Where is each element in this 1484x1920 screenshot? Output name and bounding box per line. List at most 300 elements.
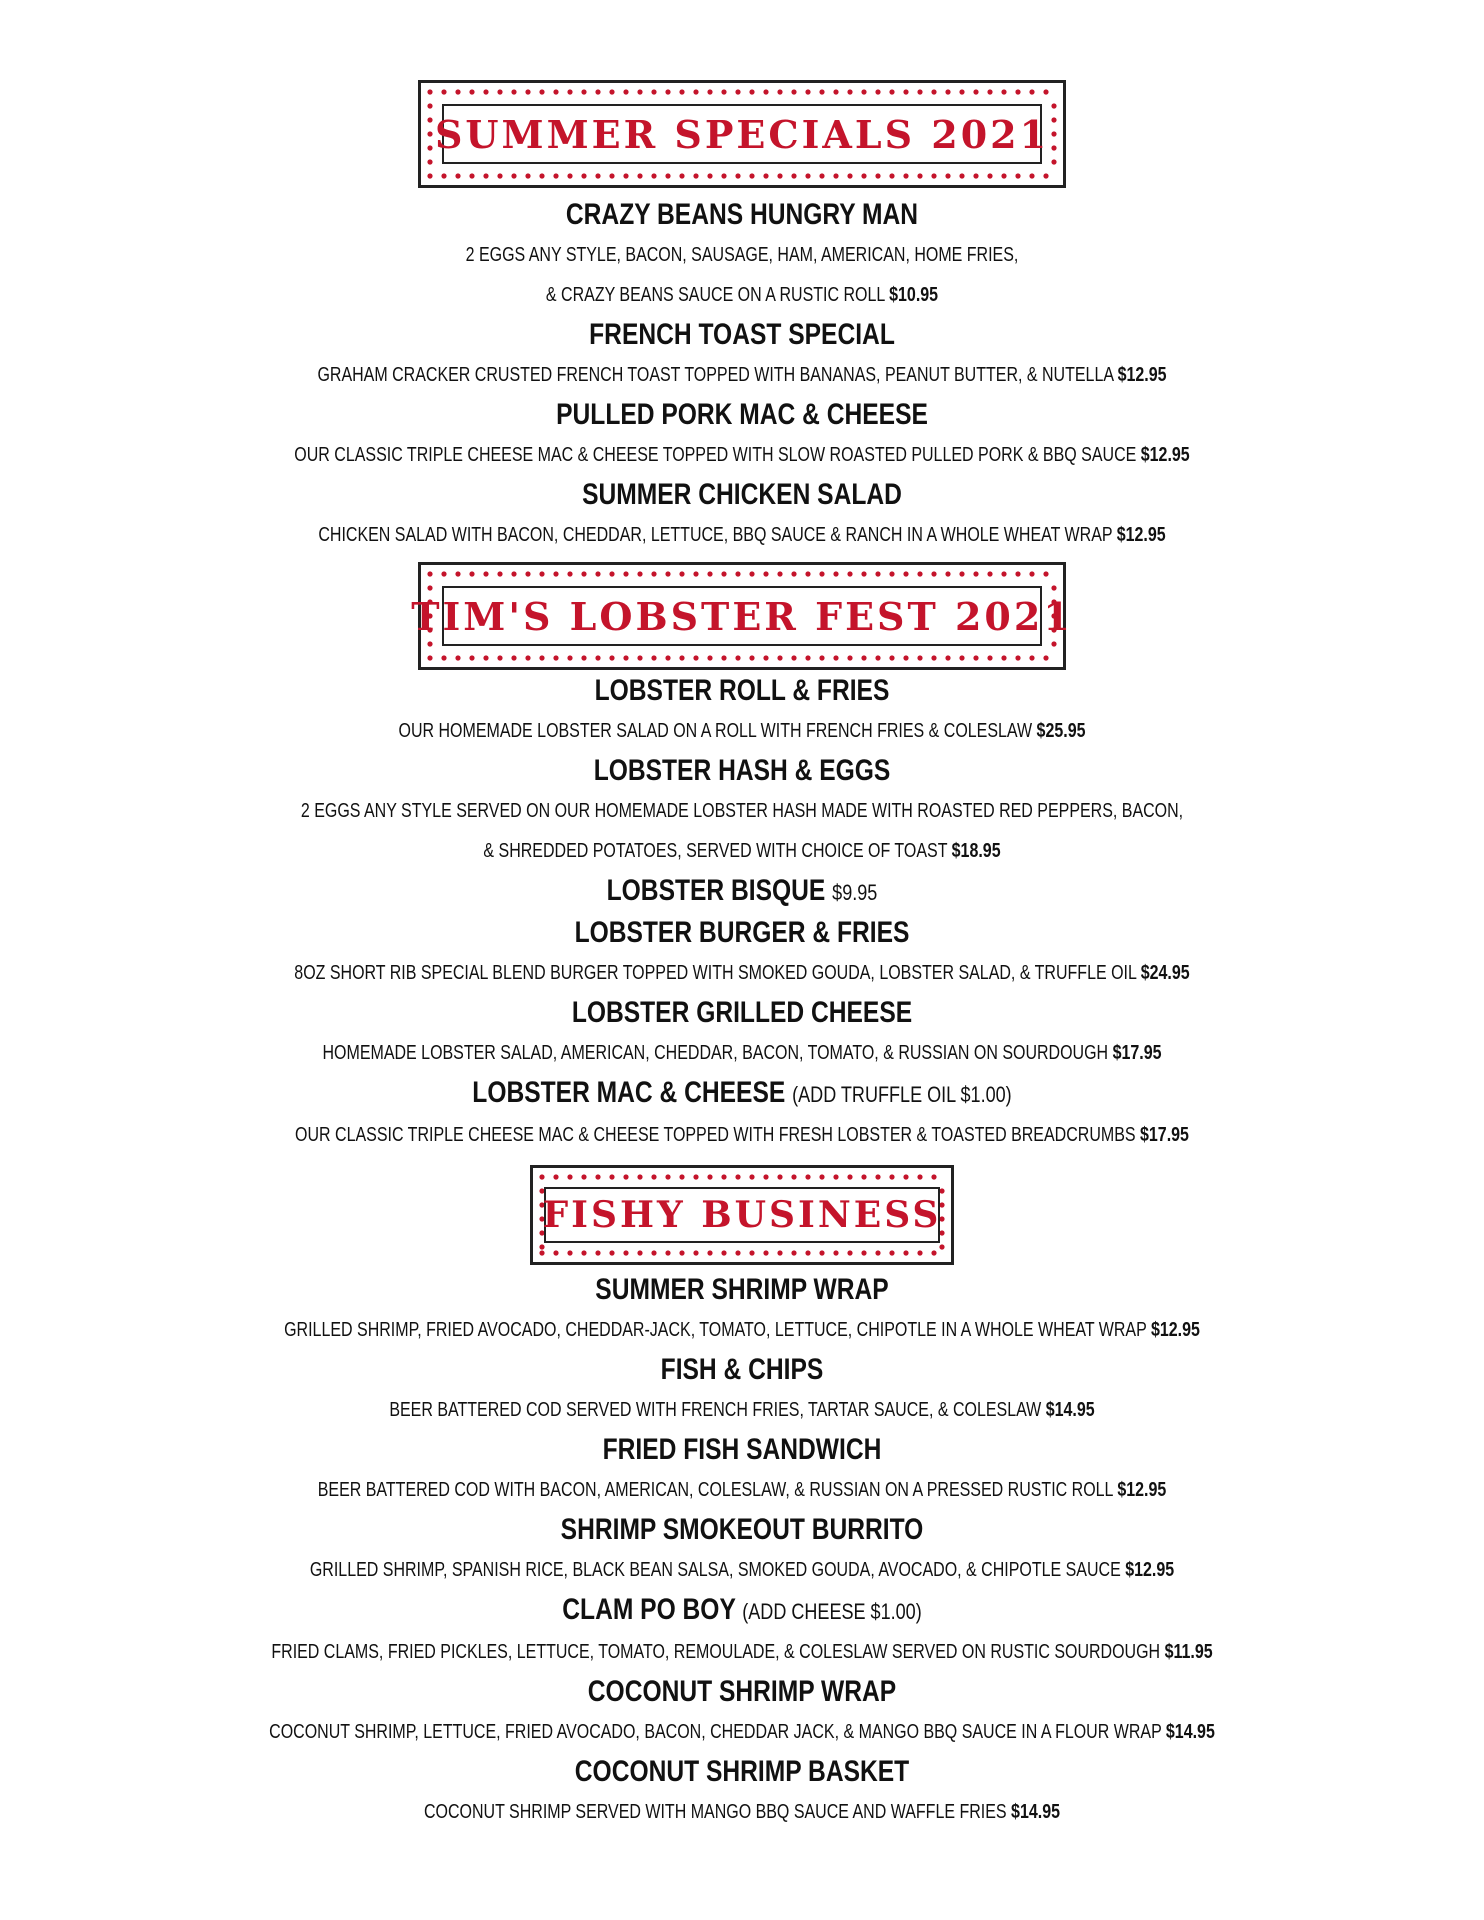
item-name-text: LOBSTER BURGER & FRIES — [574, 916, 910, 949]
banner-dot — [623, 1174, 628, 1179]
banner-dot — [581, 89, 586, 94]
item-name-text: CRAZY BEANS HUNGRY MAN — [565, 198, 919, 231]
banner-dot — [903, 571, 908, 576]
banner-dot — [875, 89, 880, 94]
banner-dot — [427, 641, 432, 646]
banner-dot — [567, 571, 572, 576]
banner-dot — [791, 655, 796, 660]
banner-dot — [833, 89, 838, 94]
banner-dot — [483, 173, 488, 178]
description-text: 2 EGGS ANY STYLE SERVED ON OUR HOMEMADE LOBSTER HASH MADE WITH ROASTED RED PEPPERS, BACON, — [300, 800, 1184, 822]
banner-dot — [735, 89, 740, 94]
banner-dot — [777, 655, 782, 660]
banner-dot — [497, 571, 502, 576]
banner-dot — [637, 173, 642, 178]
banner-dot — [1015, 89, 1020, 94]
banner-dot — [679, 1174, 684, 1179]
banner-dot — [819, 655, 824, 660]
item-name-text: LOBSTER GRILLED CHEESE — [571, 996, 913, 1029]
item-price: $18.95 — [951, 840, 1001, 862]
banner-dot — [847, 89, 852, 94]
banner-dot — [427, 159, 432, 164]
banner-dot — [539, 1250, 544, 1255]
banner-dot — [427, 585, 432, 590]
banner-dot — [939, 1244, 944, 1249]
menu-item-description — [148, 275, 1335, 315]
description-text: GRILLED SHRIMP, FRIED AVOCADO, CHEDDAR-JACK, TOMATO, LETTUCE, CHIPOTLE IN A WHOLE WHEAT WRAP — [284, 1319, 1147, 1341]
banner-dot — [609, 655, 614, 660]
banner-dot — [441, 655, 446, 660]
banner-dot — [931, 571, 936, 576]
banner-dot — [987, 571, 992, 576]
banner-dot — [623, 173, 628, 178]
banner-dot — [721, 89, 726, 94]
banner-dot — [1043, 655, 1048, 660]
description-text: BEER BATTERED COD SERVED WITH FRENCH FRIES, TARTAR SAUCE, & COLESLAW — [389, 1399, 1042, 1421]
item-name-text: FRIED FISH SANDWICH — [602, 1433, 882, 1466]
banner-dot — [819, 1250, 824, 1255]
banner-dot — [903, 89, 908, 94]
item-price: $12.95 — [1117, 364, 1167, 386]
banner-dot — [861, 1174, 866, 1179]
banner-dot — [679, 1250, 684, 1255]
menu-item-description — [148, 1390, 1335, 1430]
section-items — [0, 1270, 1484, 1832]
item-name-text: PULLED PORK MAC & CHEESE — [556, 398, 928, 431]
item-price: $12.95 — [1116, 524, 1166, 546]
item-price: $25.95 — [1036, 720, 1086, 742]
item-name-text: LOBSTER MAC & CHEESE — [472, 1076, 786, 1109]
banner-dot — [805, 173, 810, 178]
banner-dot — [791, 89, 796, 94]
banner-dot — [1043, 173, 1048, 178]
menu-item-name — [134, 475, 1351, 515]
banner-dot — [679, 173, 684, 178]
banner-dot — [525, 655, 530, 660]
banner-dot — [1051, 117, 1056, 122]
banner-dot — [1051, 131, 1056, 136]
banner-dot — [553, 655, 558, 660]
banner-dot — [861, 173, 866, 178]
banner-dot — [861, 1250, 866, 1255]
banner-dot — [735, 655, 740, 660]
banner-dot — [917, 173, 922, 178]
banner-dot — [693, 89, 698, 94]
item-name-text: CLAM PO BOY — [562, 1593, 736, 1626]
banner-dot — [693, 655, 698, 660]
banner-dot — [903, 1250, 908, 1255]
banner-inner-frame — [544, 1187, 940, 1243]
menu-item-name — [134, 671, 1351, 711]
banner-dot — [959, 655, 964, 660]
banner-dot — [987, 655, 992, 660]
banner-dot — [959, 173, 964, 178]
banner-dot — [497, 173, 502, 178]
banner-dot — [483, 655, 488, 660]
banner-dot — [427, 131, 432, 136]
banner-dot — [1015, 655, 1020, 660]
banner-dot — [581, 173, 586, 178]
banner-dot — [539, 655, 544, 660]
banner-dot — [763, 571, 768, 576]
menu-item-description — [148, 355, 1335, 395]
banner-dot — [819, 1174, 824, 1179]
banner-dot — [679, 89, 684, 94]
banner-dot — [553, 1250, 558, 1255]
banner-dot — [749, 1250, 754, 1255]
menu-item-name — [134, 871, 1351, 913]
banner-dot — [441, 571, 446, 576]
banner-dot — [777, 571, 782, 576]
banner-dot — [819, 173, 824, 178]
banner-dot — [567, 173, 572, 178]
description-text: HOMEMADE LOBSTER SALAD, AMERICAN, CHEDDAR, BACON, TOMATO, & RUSSIAN ON SOURDOUGH — [322, 1042, 1109, 1064]
banner-dot — [693, 571, 698, 576]
banner-dot — [721, 1250, 726, 1255]
banner-dot — [945, 655, 950, 660]
banner-dot — [707, 1174, 712, 1179]
banner-dot — [595, 1250, 600, 1255]
banner-dot — [1043, 89, 1048, 94]
item-name-text: COCONUT SHRIMP BASKET — [574, 1755, 910, 1788]
banner-dot — [693, 173, 698, 178]
banner-dot — [637, 655, 642, 660]
menu-item-description — [148, 1712, 1335, 1752]
banner-dot — [469, 173, 474, 178]
menu-item-description — [148, 1792, 1335, 1832]
banner-dot — [763, 1174, 768, 1179]
banner-dot — [875, 1174, 880, 1179]
banner-dot — [833, 173, 838, 178]
menu-item-name — [134, 1270, 1351, 1310]
banner-dot — [973, 89, 978, 94]
item-price: $11.95 — [1164, 1641, 1213, 1663]
banner-dot — [959, 89, 964, 94]
banner-dot — [861, 89, 866, 94]
banner-dot — [693, 1174, 698, 1179]
description-text: OUR HOMEMADE LOBSTER SALAD ON A ROLL WITH FRENCH FRIES & COLESLAW — [398, 720, 1033, 742]
banner-dot — [581, 1250, 586, 1255]
banner-dot — [945, 571, 950, 576]
banner-dot — [721, 571, 726, 576]
banner-dot — [917, 571, 922, 576]
banner-dot — [847, 1250, 852, 1255]
item-price: $14.95 — [1165, 1721, 1215, 1743]
banner-inner-frame — [411, 586, 1073, 646]
banner-dot — [1051, 159, 1056, 164]
item-price: $14.95 — [1045, 1399, 1095, 1421]
banner-dot — [1029, 173, 1034, 178]
banner-dot — [707, 1250, 712, 1255]
menu-item-description — [148, 515, 1335, 555]
description-text: CHICKEN SALAD WITH BACON, CHEDDAR, LETTUCE, BBQ SAUCE & RANCH IN A WHOLE WHEAT WRAP — [318, 524, 1113, 546]
banner-dot — [511, 173, 516, 178]
banner-dot — [455, 89, 460, 94]
banner-dot — [623, 1250, 628, 1255]
banner-dot — [441, 89, 446, 94]
banner-dot — [567, 655, 572, 660]
menu-item-name — [134, 315, 1351, 355]
description-text: & CRAZY BEANS SAUCE ON A RUSTIC ROLL — [545, 284, 885, 306]
banner-dot — [861, 571, 866, 576]
banner-dot — [427, 89, 432, 94]
banner-dot — [637, 89, 642, 94]
banner-dot — [595, 571, 600, 576]
banner-dot — [1051, 585, 1056, 590]
banner-dot — [777, 173, 782, 178]
banner-dot — [651, 89, 656, 94]
banner-dot — [1001, 89, 1006, 94]
banner-dot — [805, 1174, 810, 1179]
banner-dot — [609, 1174, 614, 1179]
banner-dot — [637, 1250, 642, 1255]
banner-dot — [791, 1250, 796, 1255]
banner-dot — [525, 89, 530, 94]
item-name-text: LOBSTER BISQUE — [606, 874, 826, 907]
item-add-on-note: (ADD CHEESE $1.00) — [742, 1599, 922, 1624]
banner-dot — [497, 89, 502, 94]
banner-dot — [917, 655, 922, 660]
banner-dot — [889, 571, 894, 576]
menu-item-name — [134, 1752, 1351, 1792]
banner-dot — [917, 89, 922, 94]
banner-dot — [707, 173, 712, 178]
banner-dot — [427, 117, 432, 122]
banner-dot — [763, 1250, 768, 1255]
banner-dot — [679, 571, 684, 576]
item-name-text: LOBSTER HASH & EGGS — [593, 754, 891, 787]
banner-dot — [553, 571, 558, 576]
banner-dot — [427, 103, 432, 108]
banner-dot — [651, 1250, 656, 1255]
banner-dot — [665, 173, 670, 178]
banner-dot — [511, 89, 516, 94]
banner-dot — [721, 655, 726, 660]
banner-dot — [483, 571, 488, 576]
banner-dot — [679, 655, 684, 660]
description-text: FRIED CLAMS, FRIED PICKLES, LETTUCE, TOMATO, REMOULADE, & COLESLAW SERVED ON RUSTIC SOURDOUGH — [271, 1641, 1161, 1663]
banner-dot — [427, 173, 432, 178]
banner-dot — [805, 89, 810, 94]
banner-dot — [735, 1174, 740, 1179]
menu-item-name — [134, 1073, 1351, 1115]
menu-item-name — [134, 1590, 1351, 1632]
banner-dot — [749, 655, 754, 660]
banner-dot — [917, 1174, 922, 1179]
banner-dot — [1043, 571, 1048, 576]
banner-dot — [609, 89, 614, 94]
section-items — [0, 671, 1484, 1155]
banner-dot — [1051, 103, 1056, 108]
banner-dot — [455, 571, 460, 576]
description-text: & SHREDDED POTATOES, SERVED WITH CHOICE OF TOAST — [483, 840, 948, 862]
banner-dot — [665, 89, 670, 94]
banner-dot — [889, 89, 894, 94]
item-name-text: SUMMER CHICKEN SALAD — [582, 478, 902, 511]
banner-dot — [665, 1174, 670, 1179]
banner-dot — [567, 1250, 572, 1255]
banner-dot — [987, 89, 992, 94]
banner-dot — [427, 145, 432, 150]
banner-dot — [539, 89, 544, 94]
description-text: OUR CLASSIC TRIPLE CHEESE MAC & CHEESE TOPPED WITH FRESH LOBSTER & TOASTED BREADCRUMBS — [295, 1124, 1136, 1146]
banner-dot — [651, 1174, 656, 1179]
banner-dot — [847, 655, 852, 660]
menu-item-name — [134, 751, 1351, 791]
banner-dot — [889, 655, 894, 660]
banner-dot — [1051, 641, 1056, 646]
item-price: $12.95 — [1125, 1559, 1175, 1581]
banner-dot — [427, 655, 432, 660]
banner-dot — [721, 1174, 726, 1179]
banner-dot — [609, 173, 614, 178]
banner-dot — [525, 571, 530, 576]
banner-dot — [483, 89, 488, 94]
banner-dot — [903, 173, 908, 178]
banner-dot — [469, 89, 474, 94]
banner-dot — [749, 571, 754, 576]
banner-dot — [623, 571, 628, 576]
menu-item-name — [134, 913, 1351, 953]
banner-dot — [763, 89, 768, 94]
banner-dot — [595, 1174, 600, 1179]
section-banner — [411, 562, 1073, 670]
banner-dot — [805, 571, 810, 576]
banner-dot — [637, 571, 642, 576]
banner-dot — [511, 655, 516, 660]
banner-dot — [931, 655, 936, 660]
banner-dot — [861, 655, 866, 660]
banner-dot — [1001, 571, 1006, 576]
banner-dot — [847, 1174, 852, 1179]
description-text: 2 EGGS ANY STYLE, BACON, SAUSAGE, HAM, AMERICAN, HOME FRIES, — [465, 244, 1019, 266]
menu-item-description — [148, 791, 1335, 831]
banner-dot — [595, 89, 600, 94]
description-text: BEER BATTERED COD WITH BACON, AMERICAN, COLESLAW, & RUSSIAN ON A PRESSED RUSTIC ROLL — [317, 1479, 1113, 1501]
banner-dot — [735, 1250, 740, 1255]
banner-dot — [665, 655, 670, 660]
banner-dot — [1029, 655, 1034, 660]
banner-dot — [889, 1174, 894, 1179]
menu-item-name — [134, 195, 1351, 235]
banner-dot — [525, 173, 530, 178]
banner-dot — [973, 655, 978, 660]
menu-item-description — [148, 711, 1335, 751]
banner-dot — [959, 571, 964, 576]
banner-dot — [833, 1250, 838, 1255]
banner-dot — [553, 1174, 558, 1179]
banner-dot — [623, 89, 628, 94]
description-text: COCONUT SHRIMP SERVED WITH MANGO BBQ SAUCE AND WAFFLE FRIES — [423, 1801, 1007, 1823]
banner-dot — [833, 571, 838, 576]
section-items — [0, 195, 1484, 555]
banner-dot — [511, 571, 516, 576]
banner-dot — [875, 1250, 880, 1255]
banner-dot — [931, 89, 936, 94]
menu-item-name — [134, 1672, 1351, 1712]
item-price: $10.95 — [889, 284, 939, 306]
section-title: TIM'S LOBSTER FEST 2021 — [411, 593, 1073, 639]
banner-dot — [987, 173, 992, 178]
banner-dot — [469, 655, 474, 660]
item-price: $24.95 — [1140, 962, 1190, 984]
menu-item-description — [148, 831, 1335, 871]
banner-dot — [567, 89, 572, 94]
banner-dot — [665, 571, 670, 576]
banner-dot — [777, 1250, 782, 1255]
banner-dot — [581, 1174, 586, 1179]
banner-dot — [539, 1174, 544, 1179]
banner-dot — [945, 89, 950, 94]
banner-dot — [1029, 89, 1034, 94]
banner-dot — [903, 1174, 908, 1179]
banner-dot — [1001, 173, 1006, 178]
banner-dot — [609, 571, 614, 576]
banner-dot — [763, 655, 768, 660]
banner-dot — [749, 89, 754, 94]
banner-dot — [707, 89, 712, 94]
banner-dot — [1015, 571, 1020, 576]
description-text: GRAHAM CRACKER CRUSTED FRENCH TOAST TOPPED WITH BANANAS, PEANUT BUTTER, & NUTELLA — [317, 364, 1114, 386]
banner-dot — [595, 655, 600, 660]
banner-dot — [791, 173, 796, 178]
banner-dot — [427, 571, 432, 576]
banner-dot — [721, 173, 726, 178]
banner-dot — [931, 1174, 936, 1179]
banner-dot — [455, 173, 460, 178]
banner-dot — [805, 655, 810, 660]
section-title: FISHY BUSINESS — [542, 1194, 942, 1236]
item-name-text: FISH & CHIPS — [660, 1353, 824, 1386]
menu-item-description — [148, 1115, 1335, 1155]
banner-dot — [777, 89, 782, 94]
banner-dot — [1015, 173, 1020, 178]
banner-dot — [819, 89, 824, 94]
banner-dot — [777, 1174, 782, 1179]
menu-item-description — [148, 1550, 1335, 1590]
banner-dot — [917, 1250, 922, 1255]
description-text: COCONUT SHRIMP, LETTUCE, FRIED AVOCADO, BACON, CHEDDAR JACK, & MANGO BBQ SAUCE IN A FLOUR WRAP — [269, 1721, 1162, 1743]
item-name-text: LOBSTER ROLL & FRIES — [594, 674, 890, 707]
item-price: $14.95 — [1011, 1801, 1060, 1823]
description-text: OUR CLASSIC TRIPLE CHEESE MAC & CHEESE TOPPED WITH SLOW ROASTED PULLED PORK & BBQ SAUCE — [294, 444, 1137, 466]
item-add-on-note: (ADD TRUFFLE OIL $1.00) — [792, 1082, 1012, 1107]
banner-dot — [609, 1250, 614, 1255]
section-title: SUMMER SPECIALS 2021 — [434, 111, 1050, 157]
banner-dot — [833, 655, 838, 660]
banner-dot — [939, 1188, 944, 1193]
banner-dot — [945, 173, 950, 178]
menu-item-description — [148, 953, 1335, 993]
section-banner — [418, 80, 1066, 188]
banner-dot — [637, 1174, 642, 1179]
banner-dot — [539, 173, 544, 178]
item-name-text: FRENCH TOAST SPECIAL — [589, 318, 895, 351]
banner-dot — [847, 173, 852, 178]
banner-dot — [833, 1174, 838, 1179]
banner-dot — [973, 571, 978, 576]
banner-dot — [553, 89, 558, 94]
banner-dot — [651, 571, 656, 576]
banner-dot — [693, 1250, 698, 1255]
item-inline-price: $9.95 — [832, 880, 878, 905]
menu-item-description — [148, 1470, 1335, 1510]
banner-dot — [763, 173, 768, 178]
banner-dot — [931, 173, 936, 178]
menu-item-name — [134, 993, 1351, 1033]
banner-dot — [581, 571, 586, 576]
menu-item-description — [148, 435, 1335, 475]
